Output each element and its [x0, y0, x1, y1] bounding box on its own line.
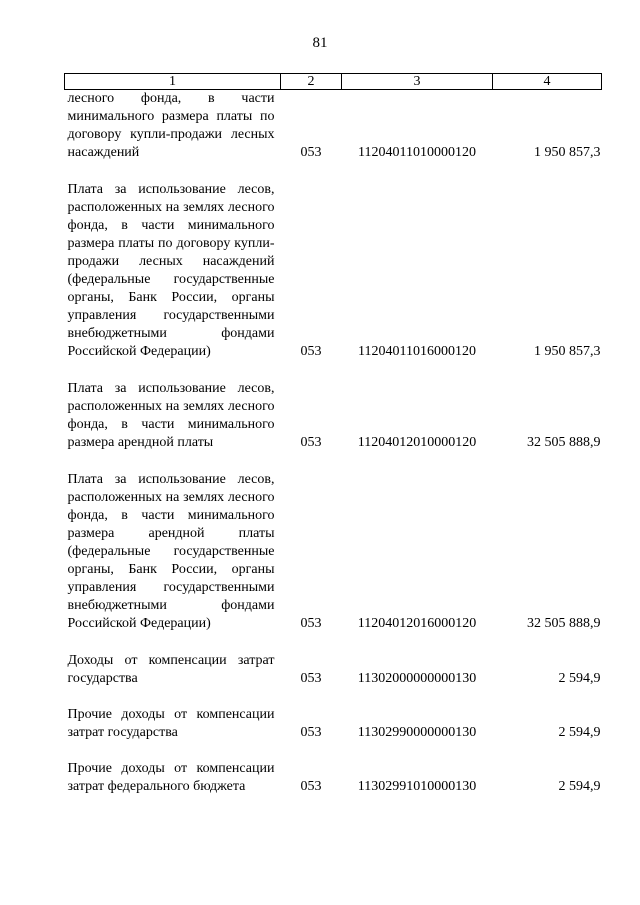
budget-table	[64, 73, 602, 798]
row-amount: 2 594,9	[558, 779, 601, 794]
row-budget-code: 11204011016000120	[358, 344, 476, 359]
header-col-3: 3	[342, 74, 493, 90]
row-amount: 1 950 857,3	[534, 344, 601, 359]
row-amount: 2 594,9	[558, 671, 601, 686]
row-gap	[65, 164, 602, 181]
row-gap	[65, 635, 602, 652]
row-admin-code: 053	[300, 344, 322, 359]
table-row	[65, 706, 602, 744]
row-budget-code: 11204012016000120	[357, 616, 477, 631]
row-budget-code: 11302990000000130	[357, 725, 477, 740]
table-row	[65, 760, 602, 798]
row-amount: 32 505 888,9	[527, 435, 601, 450]
row-name: Прочие доходы от компенсации затрат федерального бюджета	[67, 761, 275, 794]
row-name: Плата за использование лесов, расположенных на землях лесного фонда, в части минимального размера платы по договору купли-продажи лесных насаждений (федеральные государственные органы, Банк России, органы управления государственными внебюджетными фондами Российской Федерации)	[67, 182, 275, 359]
row-gap	[65, 690, 602, 706]
row-gap	[65, 454, 602, 471]
table-row	[65, 380, 602, 454]
row-budget-code: 11204012010000120	[357, 435, 477, 450]
row-budget-code: 11302991010000130	[357, 779, 477, 794]
row-admin-code: 053	[300, 145, 322, 160]
row-gap	[65, 363, 602, 380]
row-name: Плата за использование лесов, расположенных на землях лесного фонда, в части минимального размера арендной платы	[67, 381, 275, 450]
table-row	[65, 471, 602, 635]
row-gap	[65, 744, 602, 760]
table-row	[65, 652, 602, 690]
row-admin-code: 053	[300, 779, 322, 794]
row-admin-code: 053	[300, 435, 322, 450]
row-admin-code: 053	[300, 671, 322, 686]
row-name: Доходы от компенсации затрат государства	[67, 653, 275, 686]
row-budget-code: 11302000000000130	[357, 671, 477, 686]
row-admin-code: 053	[300, 616, 322, 631]
header-col-1: 1	[65, 74, 281, 90]
header-col-2: 2	[281, 74, 342, 90]
row-admin-code: 053	[300, 725, 322, 740]
row-name: Плата за использование лесов, расположенных на землях лесного фонда, в части минимального размера арендной платы (федеральные государственные органы, Банк России, органы управления государственными внебюджетными фондами Российской Федерации)	[67, 472, 275, 631]
header-col-4: 4	[493, 74, 602, 90]
row-name: Прочие доходы от компенсации затрат государства	[67, 707, 275, 740]
table-row	[65, 181, 602, 363]
row-amount: 32 505 888,9	[527, 616, 601, 631]
row-amount: 2 594,9	[558, 725, 601, 740]
page-number: 81	[312, 35, 328, 51]
row-budget-code: 11204011010000120	[358, 145, 476, 160]
table-header-row	[65, 74, 602, 90]
row-name: лесного фонда, в части минимального размера платы по договору купли-продажи лесных насаждений	[67, 91, 275, 160]
table-row	[65, 90, 602, 165]
row-amount: 1 950 857,3	[534, 145, 601, 160]
